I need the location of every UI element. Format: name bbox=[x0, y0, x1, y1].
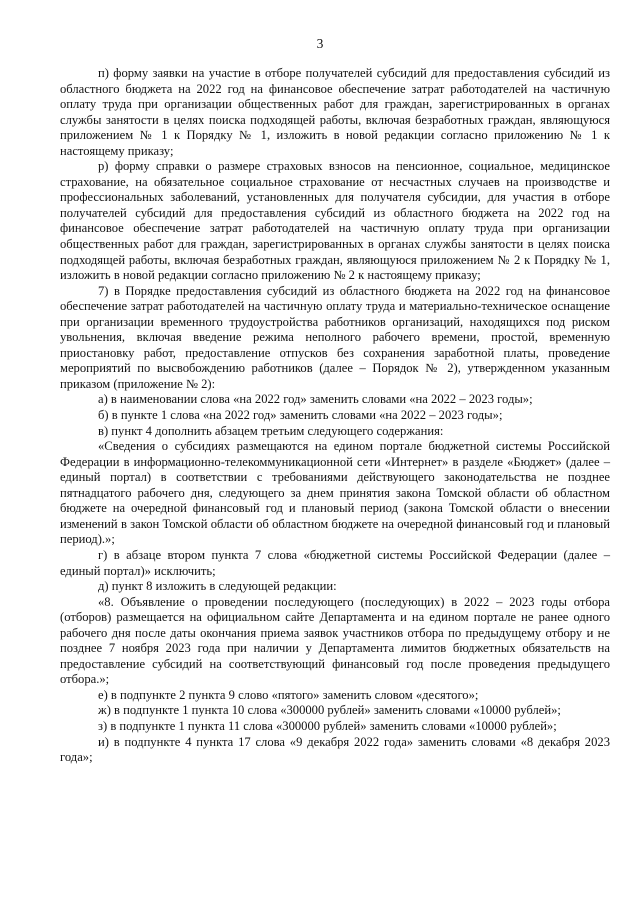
paragraph-p-application-form: п) форму заявки на участие в отборе получателей субсидий для предоставления субсидий из областного бюджета на 2022 год на финансовое обеспечение затрат работодателей на частичную оплату труда при организации общественных работ для граждан, зарегистрированных в органах службы занятости в целях поиска подходящей работы, включая безработных граждан, являющуюся приложением № 1 к Порядку № 1, изложить в новой редакции согласно приложению № 1 к настоящему приказу; bbox=[60, 66, 610, 158]
paragraph-zh-point-10-change: ж) в подпункте 1 пункта 10 слова «300000 рублей» заменить словами «10000 рублей»; bbox=[98, 703, 561, 718]
paragraph-subsidy-info-quote: «Сведения о субсидиях размещаются на едином портале бюджетной системы Российской Федерации в информационно-телекоммуникационной сети «Интернет» в разделе «Бюджет» (далее – единый портал) в соответствии с требованиями действующего законодательства не позднее пятнадцатого рабочего дня, следующего за днем принятия закона Томской области об областном бюджете на очередной финансовый год и плановый период (закона Томской области о внесении изменений в закон Томской области об областном бюджете на очередной финансовый год и плановый период).»; bbox=[60, 439, 610, 547]
paragraph-d-point-8-new-wording: д) пункт 8 изложить в следующей редакции: bbox=[98, 579, 337, 594]
paragraph-g-point-7-change: г) в абзаце втором пункта 7 слова «бюджетной системы Российской Федерации (далее – единый портал)» исключить; bbox=[60, 547, 610, 578]
paragraph-a-title-change: а) в наименовании слова «на 2022 год» заменить словами «на 2022 – 2023 годы»; bbox=[98, 392, 533, 407]
paragraph-z-point-11-change: з) в подпункте 1 пункта 11 слова «300000 рублей» заменить словами «10000 рублей»; bbox=[98, 718, 557, 733]
paragraph-v-point-4-addition: в) пункт 4 дополнить абзацем третьим следующего содержания: bbox=[98, 423, 444, 438]
paragraph-b-point-1-change: б) в пункте 1 слова «на 2022 год» заменить словами «на 2022 – 2023 годы»; bbox=[98, 408, 503, 423]
paragraph-e-point-9-change: е) в подпункте 2 пункта 9 слово «пятого» заменить словом «десятого»; bbox=[98, 687, 479, 702]
page-number: 3 bbox=[316, 36, 324, 51]
document-body bbox=[60, 66, 610, 766]
paragraph-point-8-quote: «8. Объявление о проведении последующего (последующих) в 2022 – 2023 годы отбора (отборов) размещается на официальном сайте Департамента и на едином портале не ранее одного рабочего дня после даты окончания приема заявок участников отбора по предыдущему отбору и не позднее 7 ноября 2023 года при наличии у Департамента лимитов бюджетных обязательств на предоставление субсидий на соответствующий финансовый год после проведения предыдущего отбора.»; bbox=[60, 594, 610, 687]
paragraph-i-point-17-change: и) в подпункте 4 пункта 17 слова «9 декабря 2022 года» заменить словами «8 декабря 2023 года»; bbox=[60, 734, 610, 765]
paragraph-7-procedure-2: 7) в Порядке предоставления субсидий из областного бюджета на 2022 год на финансовое обеспечение затрат работодателей на частичную оплату труда и материально-техническое оснащение при организации временного трудоустройства работников организаций, находящихся под риском увольнения, включая введение режима неполного рабочего времени, простой, временную приостановку работ, предоставление отпусков без сохранения заработной платы, проведение мероприятий по высвобождению работников (далее – Порядок № 2), утвержденном указанным приказом (приложение № 2): bbox=[60, 283, 610, 391]
paragraph-r-insurance-certificate: р) форму справки о размере страховых взносов на пенсионное, социальное, медицинское страхование, на обязательное социальное страхование от несчастных случаев на производстве и профессиональных заболеваний, установленных для получателя субсидии, для участия в отборе получателей субсидий для предоставления субсидий из областного бюджета на 2022 год на финансовое обеспечение затрат работодателей на частичную оплату труда при организации общественных работ для граждан, зарегистрированных в органах службы занятости в целях поиска подходящей работы, включая безработных граждан, являющуюся приложением № 2 к Порядку № 1, изложить в новой редакции согласно приложению № 2 к настоящему приказу; bbox=[60, 159, 610, 283]
